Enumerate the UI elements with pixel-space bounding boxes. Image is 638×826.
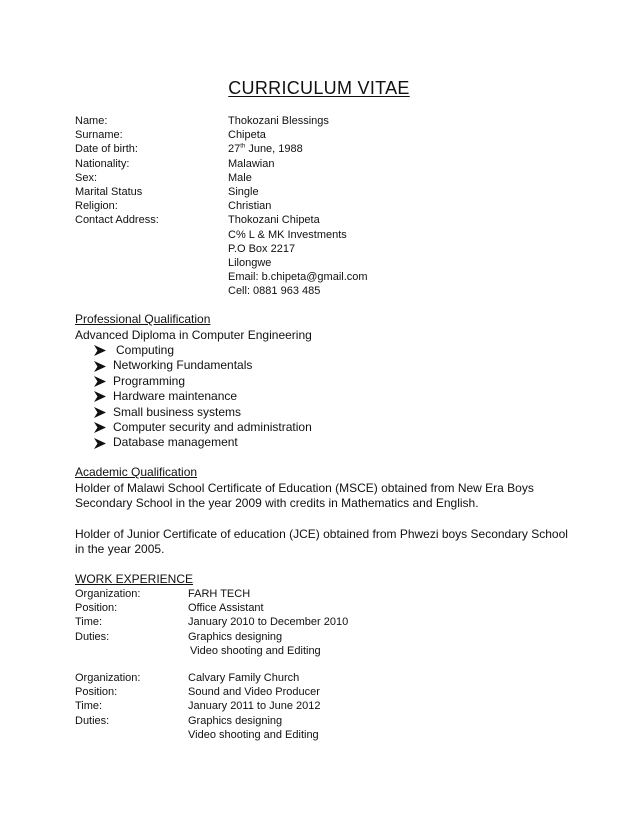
address-line: C% L & MK Investments: [228, 228, 347, 241]
label-surname: Surname:: [75, 129, 123, 142]
address-line: Lilongwe: [228, 256, 272, 269]
personal-values: [228, 114, 368, 298]
label-name: Name:: [75, 115, 108, 127]
arrow-bullet-icon: [94, 361, 113, 372]
dob-day: 27: [228, 143, 241, 156]
value-religion: Christian: [228, 200, 272, 213]
professional-heading: Professional Qualification: [75, 312, 211, 326]
arrow-bullet-icon: [94, 345, 113, 356]
job-organization: Calvary Family Church: [188, 672, 300, 684]
academic-paragraph-msce: Holder of Malawi School Certificate of Education (MSCE) obtained from New Era Boys Secondary School in the year 2009 with credits in Mathematics and English.: [75, 480, 534, 510]
list-item: [94, 374, 312, 389]
module-item: Programming: [113, 373, 186, 388]
label-duties: Duties:: [75, 630, 110, 643]
label-religion: Religion:: [75, 200, 118, 213]
academic-paragraph-jce: Holder of Junior Certificate of education (JCE) obtained from Phwezi boys Secondary School in the year 2005.: [75, 526, 568, 556]
module-item: Hardware maintenance: [113, 389, 238, 404]
label-date-of-birth: Date of birth:: [75, 143, 138, 156]
value-date-of-birth: [228, 142, 368, 156]
job-duty: Graphics designing: [188, 714, 283, 727]
label-nationality: Nationality:: [75, 157, 130, 170]
list-item: [94, 343, 312, 358]
module-item: Database management: [113, 435, 238, 450]
value-name: Thokozani Blessings: [228, 115, 329, 127]
label-organization: Organization:: [75, 672, 141, 684]
arrow-bullet-icon: [94, 422, 113, 433]
label-position: Position:: [75, 686, 118, 699]
list-item: [94, 358, 312, 373]
job-1-values: [188, 587, 348, 658]
job-duty: Video shooting and Editing: [188, 728, 319, 741]
module-item: Small business systems: [113, 404, 242, 419]
arrow-bullet-icon: [94, 407, 113, 418]
job-duty: Graphics designing: [188, 630, 283, 643]
label-marital-status: Marital Status: [75, 185, 143, 198]
value-sex: Male: [228, 171, 252, 184]
arrow-bullet-icon: [94, 376, 113, 387]
value-nationality: Malawian: [228, 157, 275, 170]
title-text: CURRICULUM VITAE: [228, 78, 410, 98]
job-position: Sound and Video Producer: [188, 686, 320, 699]
academic-section: [75, 465, 575, 558]
module-item: Computing: [116, 342, 175, 357]
value-marital-status: Single: [228, 185, 259, 198]
label-organization: Organization:: [75, 588, 141, 600]
diploma-title: Advanced Diploma in Computer Engineering: [75, 327, 312, 342]
label-sex: Sex:: [75, 171, 98, 184]
cell-line: Cell: 0881 963 485: [228, 285, 321, 298]
job-2-values: [188, 671, 321, 742]
email-line: Email: b.chipeta@gmail.com: [228, 271, 368, 284]
list-item: [94, 420, 312, 435]
list-item: [94, 435, 312, 450]
job-duty: Video shooting and Editing: [190, 644, 321, 657]
address-line: P.O Box 2217: [228, 242, 296, 255]
module-item: Computer security and administration: [113, 419, 312, 434]
value-contact-name: Thokozani Chipeta: [228, 214, 320, 227]
personal-labels: [75, 114, 159, 228]
label-time: Time:: [75, 700, 103, 713]
arrow-bullet-icon: [94, 391, 113, 402]
label-duties: Duties:: [75, 714, 110, 727]
professional-section: [75, 312, 312, 451]
label-contact-address: Contact Address:: [75, 214, 159, 227]
document-title: [0, 78, 638, 99]
dob-month-year: June, 1988: [245, 143, 303, 156]
label-position: Position:: [75, 602, 118, 615]
work-heading-text: WORK EXPERIENCE: [75, 572, 194, 586]
module-item: Networking Fundamentals: [113, 358, 253, 373]
academic-heading: Academic Qualification: [75, 465, 198, 479]
job-organization: FARH TECH: [188, 588, 251, 600]
work-heading: [75, 572, 193, 588]
job-position: Office Assistant: [188, 602, 264, 615]
module-list: [75, 343, 312, 451]
arrow-bullet-icon: [94, 438, 113, 449]
label-time: Time:: [75, 616, 103, 629]
job-2-labels: [75, 671, 140, 728]
job-1-labels: [75, 587, 140, 644]
job-time: January 2011 to June 2012: [188, 700, 321, 713]
value-surname: Chipeta: [228, 129, 266, 142]
list-item: [94, 389, 312, 404]
dob-suffix: th: [240, 143, 246, 150]
job-time: January 2010 to December 2010: [188, 616, 349, 629]
list-item: [94, 405, 312, 420]
